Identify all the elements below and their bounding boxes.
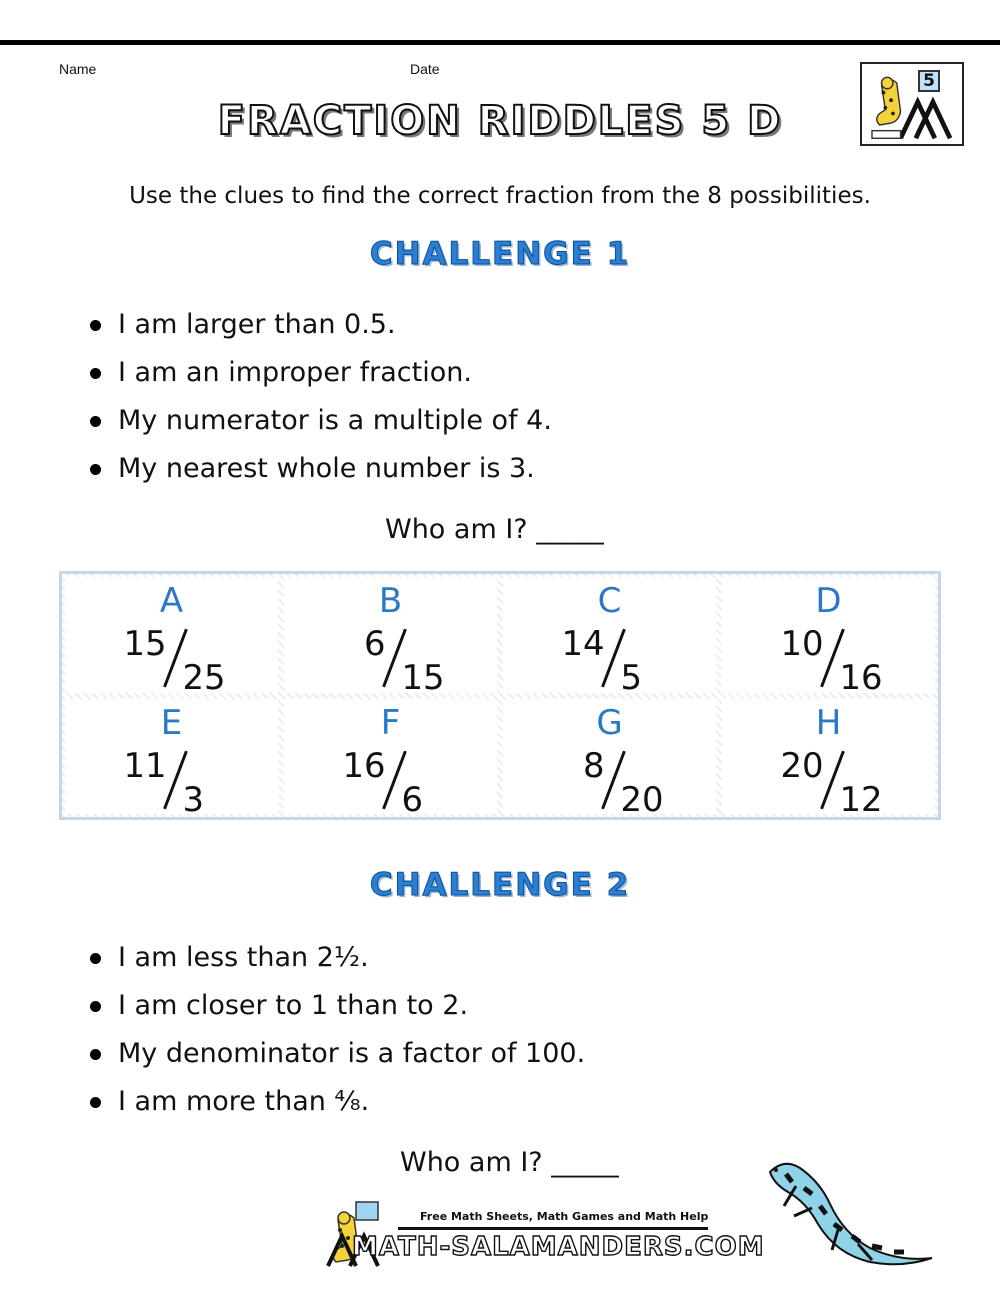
bullet-icon: [90, 320, 101, 331]
clue-text: I am an improper fraction.: [118, 357, 472, 388]
footer-tagline: Free Math Sheets, Math Games and Math Help: [420, 1210, 709, 1223]
bullet-icon: [90, 464, 101, 475]
clue-item: [90, 988, 585, 1036]
fraction-numerator: 10: [780, 624, 824, 664]
option-cell: [284, 699, 497, 815]
challenge-2-title: CHALLENGE 2: [369, 867, 631, 903]
fraction-numerator: 14: [561, 624, 605, 664]
challenge-1-answer-prompt: Who am I? _____: [385, 514, 604, 545]
fraction-numerator: 6: [363, 624, 386, 664]
option-letter: E: [160, 702, 183, 743]
option-fraction: [284, 743, 497, 815]
fraction-denominator: 20: [620, 779, 664, 815]
option-fraction: [65, 743, 278, 815]
option-fraction: [722, 743, 935, 815]
name-label: Name: [59, 61, 97, 77]
option-letter: F: [380, 702, 401, 743]
fraction-denominator: 6: [401, 779, 423, 815]
option-letter: G: [596, 702, 623, 743]
fraction-numerator: 20: [780, 745, 824, 785]
salamander-icon: [760, 1150, 940, 1270]
page-title: FRACTION RIDDLES 5 D: [217, 98, 783, 144]
option-fraction: [65, 621, 278, 693]
bullet-icon: [90, 1097, 101, 1108]
clue-item: [90, 307, 552, 355]
clue-item: [90, 940, 585, 988]
challenge-2-answer-prompt: Who am I? _____: [400, 1147, 619, 1178]
footer-site-name: MATH-SALAMANDERS.COM: [352, 1232, 765, 1262]
challenge-2-clues: [90, 940, 585, 1132]
options-grid: [59, 571, 941, 820]
fraction-numerator: 16: [342, 745, 386, 785]
option-letter: C: [597, 581, 622, 621]
option-fraction: [503, 743, 716, 815]
clue-item: [90, 1036, 585, 1084]
option-fraction: [503, 621, 716, 693]
clue-item: [90, 1084, 585, 1132]
instructions: Use the clues to find the correct fraction from the 8 possibilities.: [129, 183, 871, 209]
clue-text: My nearest whole number is 3.: [118, 453, 535, 484]
fraction-denominator: 15: [401, 657, 445, 693]
bullet-icon: [90, 1049, 101, 1060]
clue-text: I am larger than 0.5.: [118, 309, 396, 340]
fraction-denominator: 5: [620, 657, 642, 693]
option-cell: [722, 699, 935, 815]
option-cell: [503, 577, 716, 693]
clue-text: I am closer to 1 than to 2.: [118, 990, 469, 1021]
date-label: Date: [410, 61, 440, 77]
fraction-denominator: 3: [182, 779, 204, 815]
option-fraction: [722, 621, 935, 693]
clue-item: [90, 451, 552, 499]
clue-text: I am more than ⁴⁄₈.: [118, 1086, 370, 1117]
clue-item: [90, 355, 552, 403]
fraction-denominator: 16: [839, 657, 883, 693]
option-letter: A: [159, 581, 184, 621]
option-cell: [65, 699, 278, 815]
bullet-icon: [90, 1001, 101, 1012]
option-letter: H: [815, 702, 842, 743]
footer-divider: [398, 1227, 708, 1230]
top-rule: [0, 40, 1000, 45]
option-fraction: [284, 621, 497, 693]
clue-text: My numerator is a multiple of 4.: [118, 405, 552, 436]
fraction-numerator: 11: [123, 745, 167, 785]
bullet-icon: [90, 416, 101, 427]
option-letter: D: [815, 581, 842, 621]
option-cell: [284, 577, 497, 693]
fraction-denominator: 25: [182, 657, 226, 693]
option-cell: [722, 577, 935, 693]
challenge-1-title: CHALLENGE 1: [369, 236, 631, 272]
option-cell: [65, 577, 278, 693]
bullet-icon: [90, 953, 101, 964]
bullet-icon: [90, 368, 101, 379]
option-letter: B: [378, 581, 403, 621]
fraction-numerator: 8: [582, 745, 605, 785]
fraction-denominator: 12: [839, 779, 883, 815]
option-cell: [503, 699, 716, 815]
fraction-numerator: 15: [123, 624, 167, 664]
challenge-1-clues: [90, 307, 552, 499]
clue-text: I am less than 2½.: [118, 942, 369, 973]
grade-number: 5: [918, 70, 940, 92]
clue-item: [90, 403, 552, 451]
clue-text: My denominator is a factor of 100.: [118, 1038, 586, 1069]
